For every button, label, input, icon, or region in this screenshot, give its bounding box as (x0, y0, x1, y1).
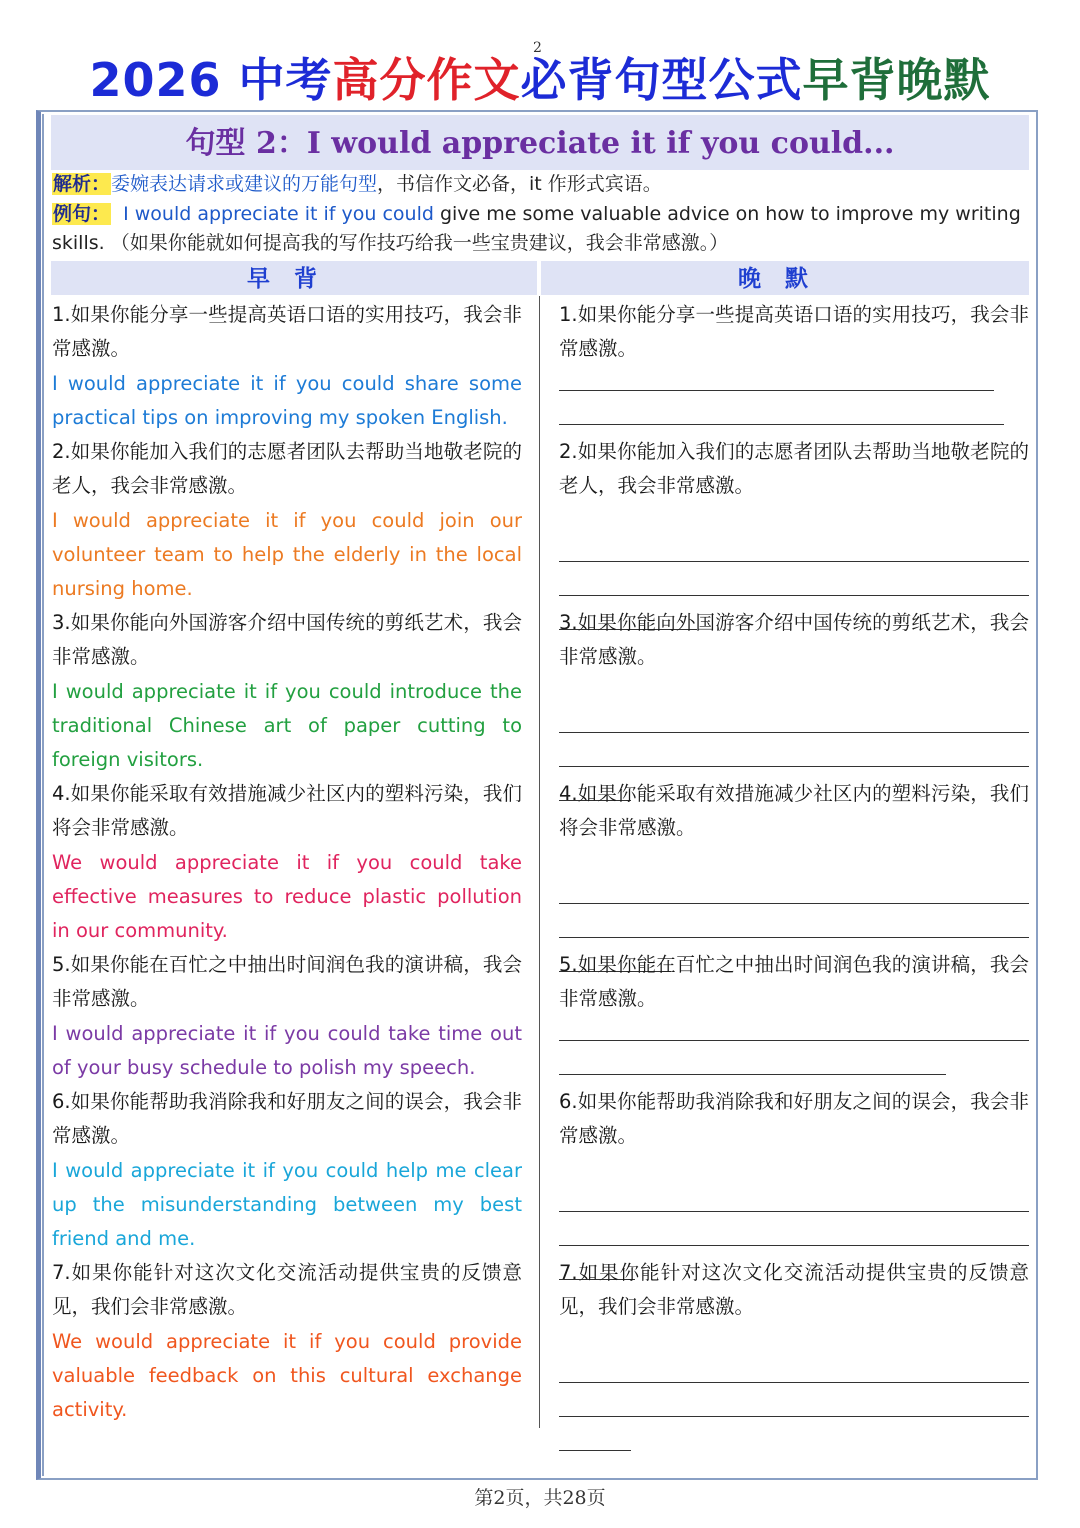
title-part-method: 早背晚默 (802, 53, 991, 107)
memorize-item (52, 435, 522, 606)
title-part-year: 2026 中考 (89, 53, 333, 107)
answer-blank-line[interactable] (559, 1416, 1029, 1417)
item-english-answer: I would appreciate it if you could help me clear up the misunderstanding between my best friend and me. (52, 1158, 522, 1251)
answer-blank-line[interactable] (559, 1040, 1029, 1041)
item-chinese-prompt: 6.如果你能帮助我消除我和好朋友之间的误会，我会非常感激。 (52, 1090, 522, 1148)
item-english-answer: I would appreciate it if you could introduce the traditional Chinese art of paper cutting to foreign visitors. (52, 679, 522, 772)
answer-blank-line[interactable] (559, 766, 1029, 767)
item-chinese-prompt: 1.如果你能分享一些提高英语口语的实用技巧，我会非常感激。 (52, 303, 522, 361)
title-part-patterns: 必背句型公式 (520, 53, 803, 107)
item-chinese-prompt: 6.如果你能帮助我消除我和好朋友之间的误会，我会非常感激。 (559, 1090, 1029, 1148)
item-chinese-prompt: 4.如果你能采取有效措施减少社区内的塑料污染，我们将会非常感激。 (559, 782, 1029, 840)
answer-blank-line[interactable] (559, 1074, 946, 1075)
item-chinese-prompt: 4.如果你能采取有效措施减少社区内的塑料污染，我们将会非常感激。 (52, 782, 522, 840)
example-rest: give me some valuable advice on how to improve my writing (433, 203, 1021, 225)
item-chinese-prompt: 7.如果你能针对这次文化交流活动提供宝贵的反馈意见，我们会非常感激。 (559, 1261, 1029, 1319)
example-highlight: I would appreciate it if you could (123, 203, 434, 225)
answer-blank-line[interactable] (559, 390, 994, 391)
item-chinese-prompt: 1.如果你能分享一些提高英语口语的实用技巧，我会非常感激。 (559, 303, 1029, 361)
dictation-item (559, 777, 1029, 846)
column-head-memorize: 早背 (51, 261, 537, 295)
answer-blank-line[interactable] (559, 595, 1029, 596)
answer-blank-line[interactable] (559, 937, 1029, 938)
frame-inner-rule (42, 114, 44, 1476)
example-line (52, 200, 1021, 228)
memorize-item (52, 606, 522, 777)
page-title (0, 44, 1080, 110)
item-english-answer: I would appreciate it if you could share some practical tips on improving my spoken English. (52, 371, 522, 429)
page-footer: 第2页，共28页 (474, 1487, 606, 1509)
dictation-item (559, 435, 1029, 504)
item-chinese-prompt: 3.如果你能向外国游客介绍中国传统的剪纸艺术，我会非常感激。 (559, 611, 1029, 669)
small-page-mark: 2 (533, 40, 542, 56)
example-line-2 (52, 229, 728, 257)
item-english-answer: We would appreciate it if you could take effective measures to reduce plastic pollution in our community. (52, 850, 522, 943)
answer-blank-line[interactable] (559, 1450, 631, 1451)
answer-blank-line[interactable] (559, 1245, 1029, 1246)
item-chinese-prompt: 5.如果你能在百忙之中抽出时间润色我的演讲稿，我会非常感激。 (559, 953, 1029, 1011)
item-chinese-prompt: 3.如果你能向外国游客介绍中国传统的剪纸艺术，我会非常感激。 (52, 611, 522, 669)
analysis-line (52, 170, 662, 198)
memorize-item (52, 298, 522, 435)
item-chinese-prompt: 2.如果你能加入我们的志愿者团队去帮助当地敬老院的老人，我会非常感激。 (52, 440, 522, 498)
answer-blank-line[interactable] (559, 1382, 1029, 1383)
answer-blank-line[interactable] (559, 732, 1029, 733)
pattern-heading: 句型 2：I would appreciate it if you could... (51, 115, 1029, 170)
item-english-answer: I would appreciate it if you could take time out of your busy schedule to polish my speech. (52, 1021, 522, 1079)
column-head-dictation: 晚默 (541, 261, 1029, 295)
item-chinese-prompt: 7.如果你能针对这次文化交流活动提供宝贵的反馈意见，我们会非常感激。 (52, 1261, 522, 1319)
analysis-label: 解析： (53, 173, 111, 195)
memorize-item (52, 1256, 522, 1427)
column-divider (539, 296, 540, 1428)
answer-blank-line[interactable] (559, 424, 1004, 425)
title-part-highscore: 高分作文 (332, 53, 521, 107)
example-label: 例句： (53, 203, 111, 225)
memorize-item (52, 948, 522, 1085)
analysis-rest: ，书信作文必备，it 作形式宾语。 (377, 173, 662, 195)
answer-blank-line[interactable] (559, 561, 1029, 562)
answer-blank-line[interactable] (559, 1211, 1029, 1212)
dictation-item (559, 1085, 1029, 1154)
example-translation: skills. （如果你能就如何提高我的写作技巧给我一些宝贵建议，我会非常感激。） (52, 232, 729, 254)
memorize-item (52, 777, 522, 948)
analysis-highlight: 委婉表达请求或建议的万能句型 (111, 173, 378, 195)
item-english-answer: We would appreciate it if you could provide valuable feedback on this cultural exchange activity. (52, 1329, 522, 1422)
item-english-answer: I would appreciate it if you could join our volunteer team to help the elderly in the local nursing home. (52, 508, 522, 601)
memorize-item (52, 1085, 522, 1256)
item-chinese-prompt: 5.如果你能在百忙之中抽出时间润色我的演讲稿，我会非常感激。 (52, 953, 522, 1011)
dictation-item (559, 298, 1029, 367)
answer-blank-line[interactable] (559, 903, 1029, 904)
item-chinese-prompt: 2.如果你能加入我们的志愿者团队去帮助当地敬老院的老人，我会非常感激。 (559, 440, 1029, 498)
dictation-item (559, 606, 1029, 675)
dictation-item (559, 948, 1029, 1017)
dictation-item (559, 1256, 1029, 1325)
